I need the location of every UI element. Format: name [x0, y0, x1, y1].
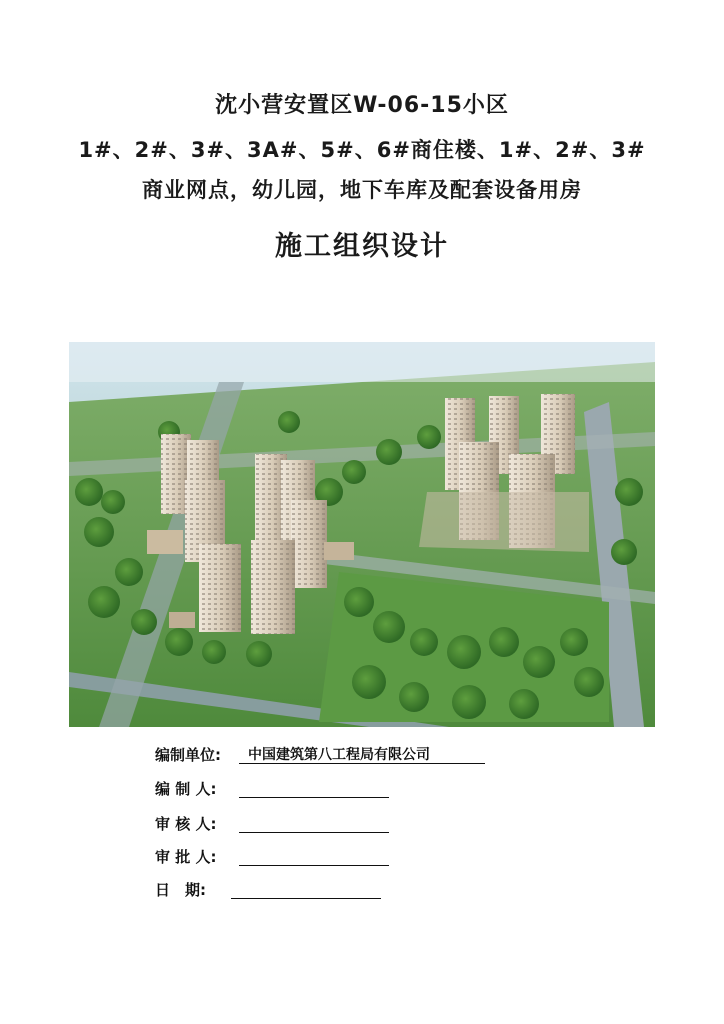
approver-row	[155, 846, 395, 868]
date-underline[interactable]	[231, 898, 381, 899]
author-row	[155, 778, 395, 800]
title-line-3: 商业网点，幼儿园，地下车库及配套设备用房	[142, 178, 582, 202]
title-line-2: 1#、2#、3#、3A#、5#、6#商住楼、1#、2#、3#	[78, 138, 646, 162]
approver-label: 审 批 人:	[155, 848, 217, 866]
compiling-unit-label: 编制单位:	[155, 746, 221, 764]
date-label: 日 期:	[155, 881, 206, 899]
compiling-unit-value: 中国建筑第八工程局有限公司	[248, 747, 430, 763]
author-label: 编 制 人:	[155, 780, 217, 798]
compiling-unit-row	[155, 744, 495, 766]
reviewer-row	[155, 813, 395, 835]
approver-underline[interactable]	[239, 865, 389, 866]
title-line-1: 沈小营安置区W-06-15小区	[215, 93, 509, 118]
reviewer-label: 审 核 人:	[155, 815, 217, 833]
document-title: 施工组织设计	[275, 231, 449, 262]
cover-rendering-image	[69, 342, 655, 727]
reviewer-underline[interactable]	[239, 832, 389, 833]
date-row	[155, 879, 395, 901]
author-underline[interactable]	[239, 797, 389, 798]
compiling-unit-underline	[239, 763, 485, 764]
